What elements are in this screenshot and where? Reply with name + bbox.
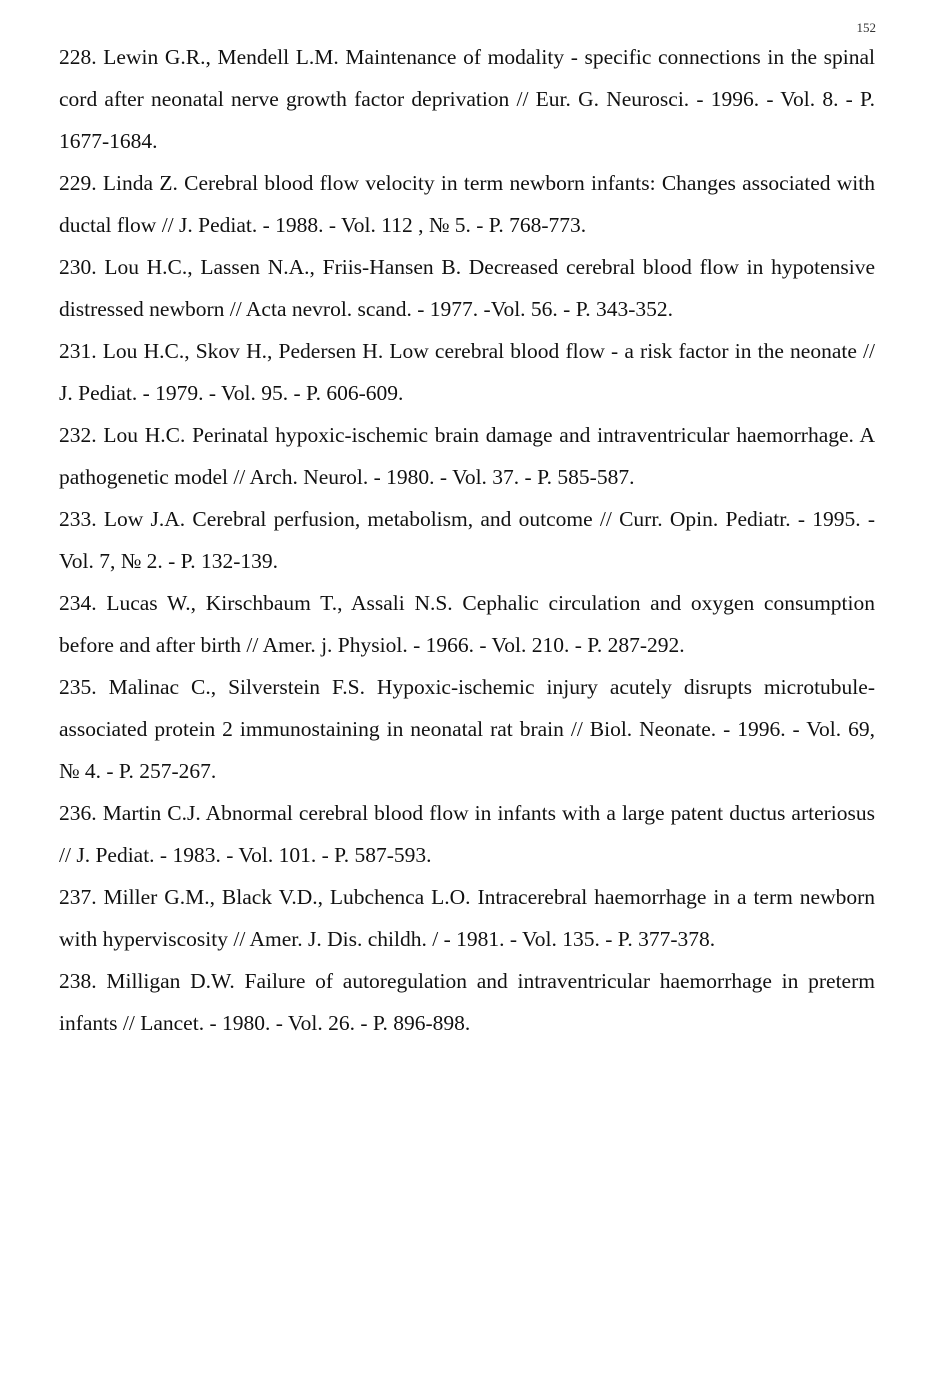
page-number: 152 <box>856 20 876 35</box>
reference-item-238: 238. Milligan D.W. Failure of autoregulation and intraventricular haemorrhage in preterm infants // Lancet. - 1980. - Vol. 26. - P. 896-898. <box>59 969 875 1035</box>
reference-item-233: 233. Low J.A. Cerebral perfusion, metabolism, and outcome // Curr. Opin. Pediatr. - 1995. - Vol. 7, № 2. - P. 132-139. <box>59 507 875 573</box>
reference-item-229: 229. Linda Z. Cerebral blood flow velocity in term newborn infants: Changes associated with ductal flow // J. Pediat. - 1988. - Vol. 112 , № 5. - P. 768-773. <box>59 171 875 237</box>
reference-item-234: 234. Lucas W., Kirschbaum T., Assali N.S. Cephalic circulation and oxygen consumption before and after birth // Amer. j. Physiol. - 1966. - Vol. 210. - P. 287-292. <box>59 591 875 657</box>
reference-list <box>59 36 875 1044</box>
reference-item-232: 232. Lou H.C. Perinatal hypoxic-ischemic brain damage and intraventricular haemorrhage. A pathogenetic model // Arch. Neurol. - 1980. - Vol. 37. - P. 585-587. <box>59 423 875 489</box>
reference-item-237: 237. Miller G.M., Black V.D., Lubchenca L.O. Intracerebral haemorrhage in a term newborn with hyperviscosity // Amer. J. Dis. childh. / - 1981. - Vol. 135. - P. 377-378. <box>59 885 875 951</box>
reference-item-231: 231. Lou H.C., Skov H., Pedersen H. Low cerebral blood flow - a risk factor in the neonate // J. Pediat. - 1979. - Vol. 95. - P. 606-609. <box>59 339 875 405</box>
reference-item-230: 230. Lou H.C., Lassen N.A., Friis-Hansen B. Decreased cerebral blood flow in hypotensive distressed newborn // Acta nevrol. scand. - 1977. -Vol. 56. - P. 343-352. <box>59 255 875 321</box>
reference-item-236: 236. Martin C.J. Abnormal cerebral blood flow in infants with a large patent ductus arteriosus // J. Pediat. - 1983. - Vol. 101. - P. 587-593. <box>59 801 875 867</box>
reference-item-235: 235. Malinac C., Silverstein F.S. Hypoxic-ischemic injury acutely disrupts microtubule-associated protein 2 immunostaining in neonatal rat brain // Biol. Neonate. - 1996. - Vol. 69, № 4. - P. 257-267. <box>59 675 875 783</box>
reference-item-228: 228. Lewin G.R., Mendell L.M. Maintenance of modality - specific connections in the spinal cord after neonatal nerve growth factor deprivation // Eur. G. Neurosci. - 1996. - Vol. 8. - P. 1677-1684. <box>59 45 875 153</box>
